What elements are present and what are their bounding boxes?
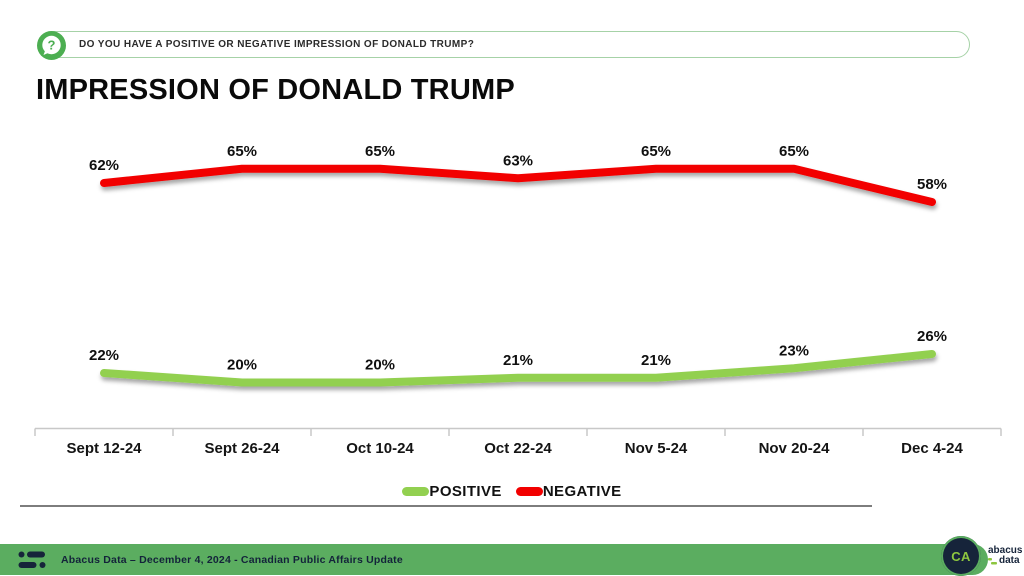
mini-abacus-icon xyxy=(988,558,997,565)
x-axis-label: Dec 4-24 xyxy=(901,440,963,457)
chart-series xyxy=(104,169,932,383)
separator-line xyxy=(20,505,872,507)
page-title: IMPRESSION OF DONALD TRUMP xyxy=(36,74,515,106)
question-banner xyxy=(38,31,970,58)
ca-badge xyxy=(941,536,981,576)
data-label-positive: 20% xyxy=(364,356,396,374)
data-label-negative: 62% xyxy=(88,157,120,174)
series-line-negative xyxy=(104,169,932,202)
legend-swatch xyxy=(516,487,543,496)
question-text: DO YOU HAVE A POSITIVE OR NEGATIVE IMPRESSION OF DONALD TRUMP? xyxy=(79,39,475,50)
data-label-positive: 21% xyxy=(502,351,534,369)
data-label-positive: 26% xyxy=(916,328,948,345)
x-axis-label: Sept 26-24 xyxy=(204,440,280,457)
x-axis-label: Nov 5-24 xyxy=(624,440,688,457)
svg-text:?: ? xyxy=(47,37,56,53)
data-label-positive: 22% xyxy=(88,347,120,364)
data-label-negative: 65% xyxy=(226,142,258,160)
chart-data-labels xyxy=(89,143,947,374)
legend-swatch xyxy=(402,487,429,496)
data-label-negative: 65% xyxy=(778,142,810,160)
legend-label: NEGATIVE xyxy=(542,483,622,500)
footer-caption: Abacus Data – December 4, 2024 - Canadian Public Affairs Update xyxy=(61,553,403,566)
abacus-data-logo xyxy=(988,546,1022,566)
data-label-negative: 65% xyxy=(364,142,396,160)
data-label-positive: 20% xyxy=(226,356,258,374)
chart-legend xyxy=(0,483,1024,500)
footer-bar xyxy=(0,544,988,575)
legend-item-positive xyxy=(402,483,501,500)
logo-word-data: data xyxy=(999,555,1020,566)
abacus-icon xyxy=(18,551,48,569)
x-axis-label: Sept 12-24 xyxy=(66,440,142,457)
x-axis-label: Nov 20-24 xyxy=(758,440,830,457)
legend-item-negative xyxy=(516,483,622,500)
question-bubble-icon xyxy=(36,30,67,61)
data-label-negative: 65% xyxy=(640,142,672,160)
data-label-positive: 21% xyxy=(640,351,672,369)
data-label-positive: 23% xyxy=(778,342,810,360)
logo-word-abacus: abacus xyxy=(988,545,1023,556)
x-axis xyxy=(35,429,1001,458)
x-axis-label: Oct 10-24 xyxy=(346,440,414,457)
data-label-negative: 63% xyxy=(502,152,534,170)
x-axis-label: Oct 22-24 xyxy=(484,440,552,457)
logo-word-data-row xyxy=(988,556,1022,566)
legend-label: POSITIVE xyxy=(429,483,502,500)
data-label-negative: 58% xyxy=(916,176,948,193)
ca-badge-text: CA xyxy=(951,548,971,564)
